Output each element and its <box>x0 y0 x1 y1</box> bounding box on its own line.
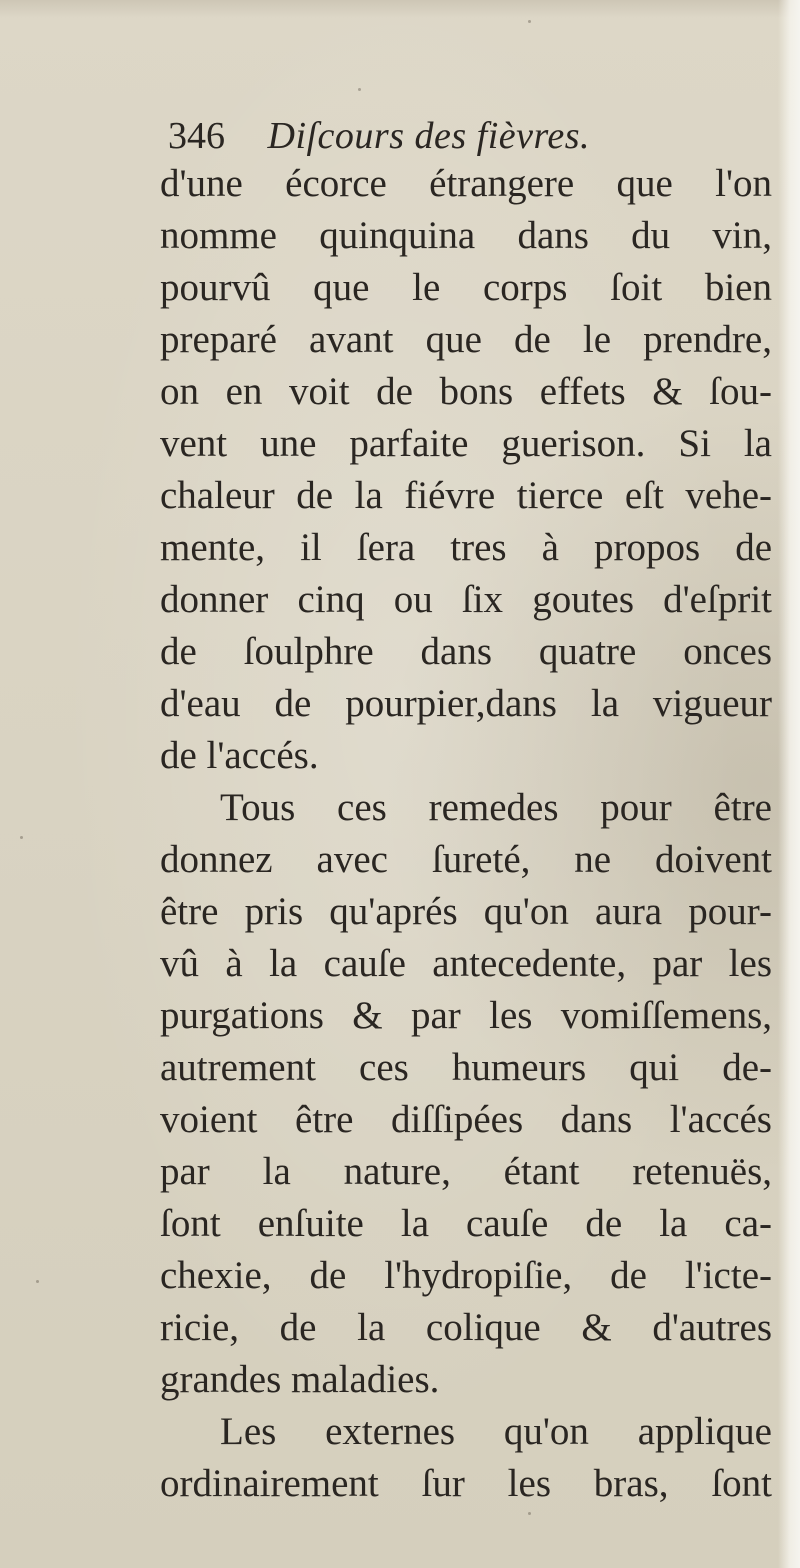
text-line: ordinairement ſur les bras, ſont <box>160 1462 772 1505</box>
text-line: mente, il ſera tres à propos de <box>160 526 772 569</box>
page-number: 346 <box>168 115 225 157</box>
paragraph-start-line: Tous ces remedes pour être <box>220 786 772 829</box>
text-line: autrement ces humeurs qui de- <box>160 1046 772 1089</box>
text-line: par la nature, étant retenuës, <box>160 1150 772 1193</box>
text-line: nomme quinquina dans du vin, <box>160 214 772 257</box>
text-line: ſont enſuite la cauſe de la ca- <box>160 1202 772 1245</box>
text-line: preparé avant que de le prendre, <box>160 318 772 361</box>
text-line: pourvû que le corps ſoit bien <box>160 266 772 309</box>
text-line: d'une écorce étrangere que l'on <box>160 162 772 205</box>
paper-speck <box>36 1280 39 1283</box>
text-line: donner cinq ou ſix goutes d'eſprit <box>160 578 772 621</box>
paper-speck <box>358 88 361 91</box>
page-top-shadow <box>0 0 800 18</box>
paper-speck <box>528 1512 531 1515</box>
text-line: chexie, de l'hydropiſie, de l'icte- <box>160 1254 772 1297</box>
text-line: vent une parfaite guerison. Si la <box>160 422 772 465</box>
text-line: grandes maladies. <box>160 1358 440 1401</box>
paragraph-start-line: Les externes qu'on applique <box>220 1410 772 1453</box>
text-line: d'eau de pourpier,dans la vigueur <box>160 682 772 725</box>
paper-speck <box>528 20 531 23</box>
text-line: de ſoulphre dans quatre onces <box>160 630 772 673</box>
running-title: Diſcours des fièvres. <box>267 115 591 157</box>
text-line: on en voit de bons effets & ſou- <box>160 370 772 413</box>
text-line: voient être diſſipées dans l'accés <box>160 1098 772 1141</box>
text-line: être pris qu'aprés qu'on aura pour- <box>160 890 772 933</box>
text-line: purgations & par les vomiſſemens, <box>160 994 772 1037</box>
paper-speck <box>20 836 23 839</box>
body-text <box>160 158 772 1510</box>
page-right-edge <box>778 0 800 1568</box>
text-line: ricie, de la colique & d'autres <box>160 1306 772 1349</box>
text-line: vû à la cauſe antecedente, par les <box>160 942 772 985</box>
text-line: de l'accés. <box>160 734 319 777</box>
text-line: donnez avec ſureté, ne doivent <box>160 838 772 881</box>
page-header <box>168 108 768 164</box>
text-line: chaleur de la fiévre tierce eſt vehe- <box>160 474 772 517</box>
